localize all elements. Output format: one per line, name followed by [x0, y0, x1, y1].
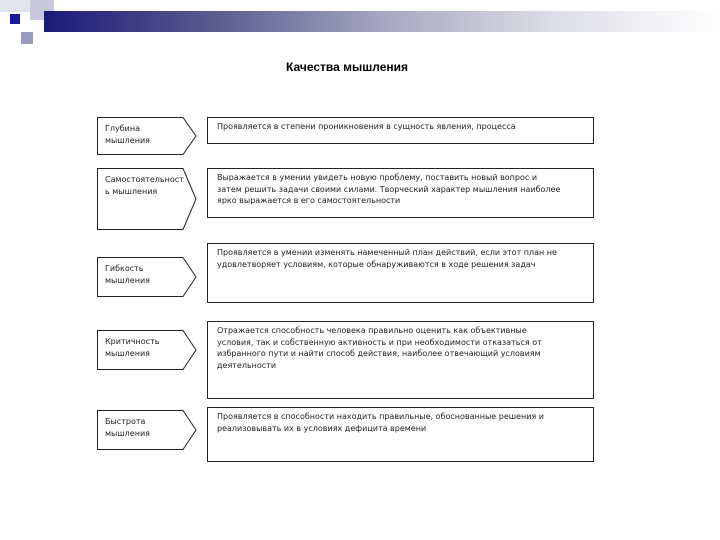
description-line: реализовывать их в условиях дефицита времени	[217, 423, 427, 433]
quality-label: Гибкость мышления	[105, 264, 150, 285]
quality-label-arrow	[97, 257, 198, 297]
description-line: условия, так и собственную активность и при необходимости отказаться от	[217, 337, 542, 347]
header-gradient-bar	[44, 11, 720, 32]
description-line: избранного пути и найти способ действия, наиболее отвечающий условиям	[217, 349, 541, 358]
quality-description-box	[207, 117, 594, 144]
decor-square	[21, 32, 33, 44]
quality-label-arrow	[97, 168, 198, 230]
quality-label-arrow	[97, 410, 198, 450]
quality-label: Быстрота мышления	[105, 417, 150, 438]
quality-description-box	[207, 243, 594, 303]
decor-square	[0, 0, 30, 12]
description-line: Отражается способность человека правильно оценить как объективные	[217, 326, 527, 335]
quality-label: Самостоятельност ь мышления	[105, 175, 184, 196]
description-line: Выражается в умении увидеть новую проблему, поставить новый вопрос и	[217, 173, 538, 182]
description-line: затем решить задачи своими силами. Творческий характер мышления наиболее	[217, 184, 561, 194]
description-line: ярко выражается в его самостоятельности	[217, 196, 401, 205]
description-line: деятельности	[217, 360, 277, 370]
description-line: удовлетворяет условиям, которые обнаруживаются в ходе решения задач	[217, 259, 536, 269]
quality-description-box	[207, 407, 594, 462]
description-line: Проявляется в умении изменять намеченный план действий, если этот план не	[217, 248, 557, 257]
quality-label: Глубина мышления	[105, 124, 150, 145]
quality-label-arrow	[97, 330, 198, 370]
decor-square	[10, 14, 20, 24]
page-title: Качества мышления	[286, 60, 408, 74]
quality-description-box	[207, 168, 594, 218]
description-line: Проявляется в степени проникновения в сущность явления, процесса	[217, 122, 516, 131]
description-line: Проявляется в способности находить правильные, обоснованные решения и	[217, 412, 544, 421]
quality-label: Критичность мышления	[105, 337, 160, 358]
quality-description-box	[207, 321, 594, 399]
quality-label-arrow	[97, 117, 198, 155]
